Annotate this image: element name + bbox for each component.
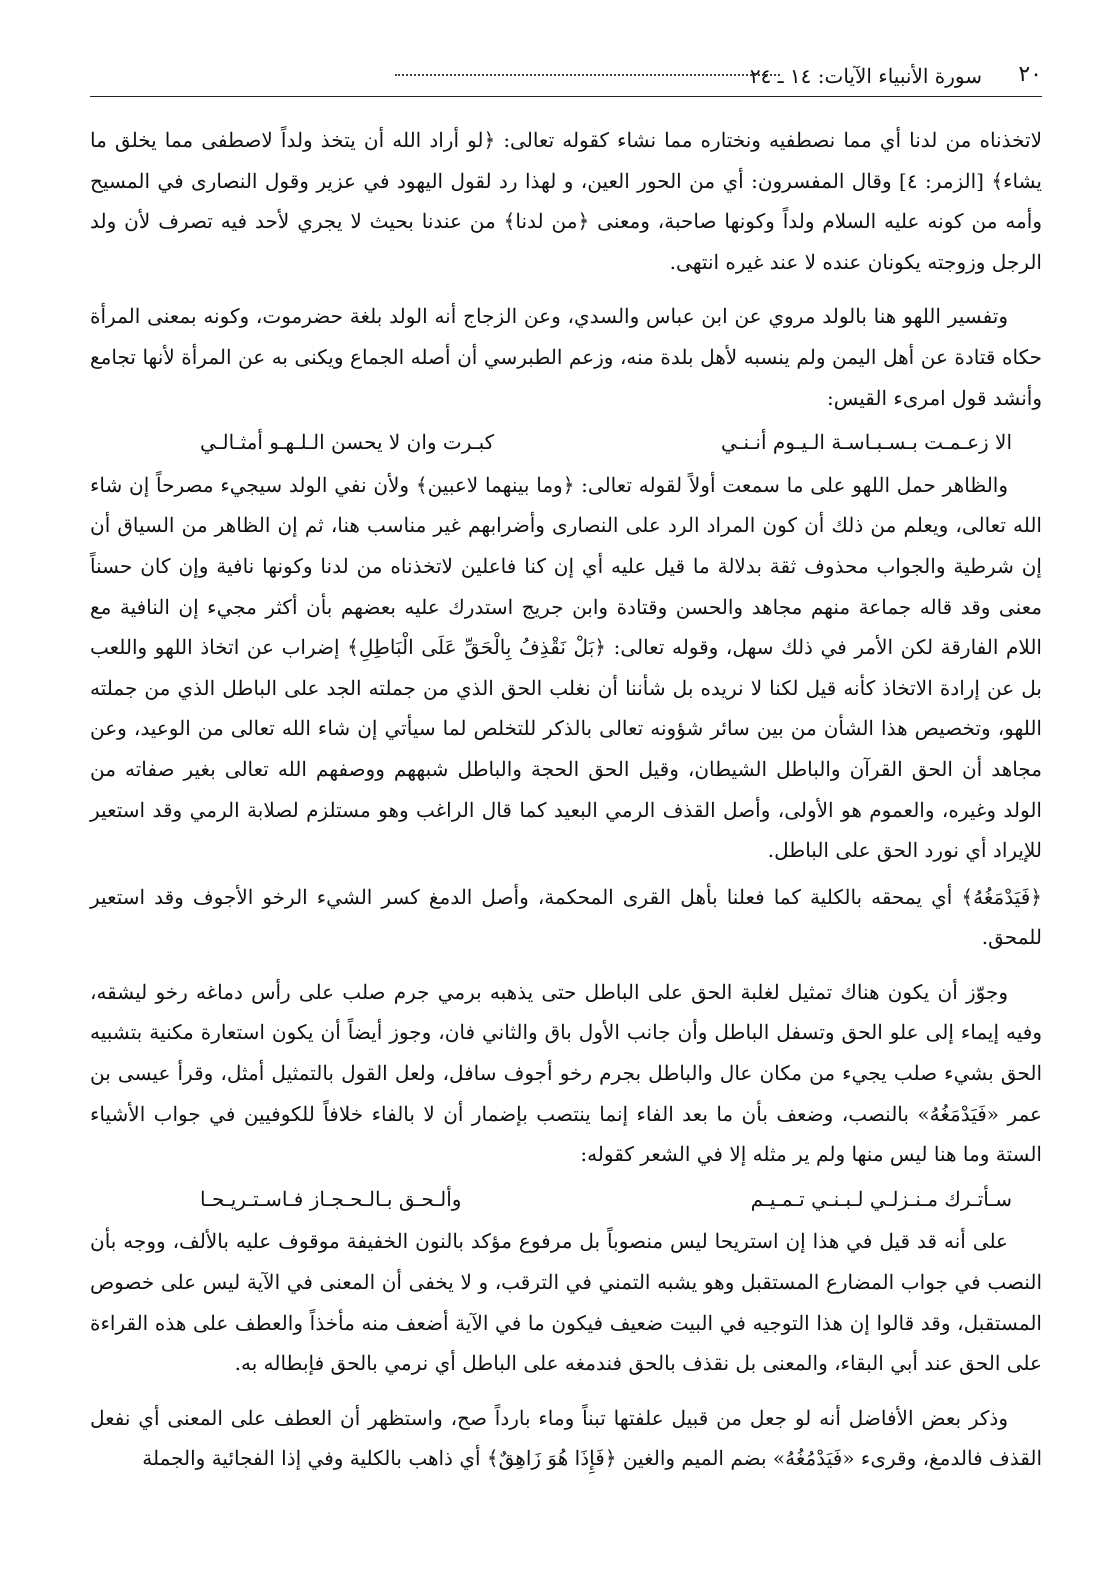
paragraph-5: وجوّز أن يكون هناك تمثيل لغلبة الحق على الباطل حتى يذهبه برمي جرم صلب على رأس دماغه رخو ليشقه، وفيه إيماء إلى علو الحق وتسفل الباطل وأن جانب الأول باق والثاني فان، وجوز أيضاً أن يكون استعارة مكنية بتشبيه الحق بشيء صلب يجيء من مكان عال والباطل بجرم رخو أجوف سافل، ولعل القول بالتمثيل أمثل، وقرأ عيسى بن عمر «فَيَدْمَغُهُ» بالنصب، وضعف بأن ما بعد الفاء إنما ينتصب بإضمار أن لا بالفاء خلافاً للكوفيين في جواب الأشياء الستة وما هنا ليس منها ولم ير مثله إلا في الشعر كقوله: xyxy=(90,979,1042,1167)
verse-2-first-hemistich: سـأتـرك مـنـزلـي لـبـنـي تـمـيـم xyxy=(750,1186,1012,1211)
verse-2-second-hemistich: وألـحـق بـالـحـجـاز فـاسـتـريـحـا xyxy=(200,1186,462,1211)
paragraph-1: لاتخذناه من لدنا أي مما نصطفيه ونختاره مما نشاء كقوله تعالى: ﴿لو أراد الله أن يتخذ ولداً لاصطفى مما يخلق ما يشاء﴾ [الزمر: ٤] وقال المفسرون: أي من الحور العين، و لهذا رد لقول اليهود في عزير وقول النصارى في المسيح وأمه من كونه عليه السلام ولداً وكونها صاحبة، ومعنى ﴿من لدنا﴾ من عندنا بحيث لا يجري لأحد فيه تصرف لأن ولد الرجل وزوجته يكونان عنده لا عند غيره انتهى. xyxy=(90,128,1042,274)
body-text xyxy=(90,120,1042,1479)
paragraph-3: والظاهر حمل اللهو على ما سمعت أولاً لقوله تعالى: ﴿وما بينهما لاعبين﴾ ولأن نفي الولد سيجيء مصرحاً إن شاء الله تعالى، ويعلم من ذلك أن كون المراد الرد على النصارى وأضرابهم غير مناسب هنا، ثم إن الظاهر من السياق أن إن شرطية والجواب محذوف ثقة بدلالة ما قيل عليه أي إن كنا فاعلين لاتخذناه من لدنا وكونها نافية وإن كان حسناً معنى وقد قاله جماعة منهم مجاهد والحسن وقتادة وابن جريج استدرك عليه بعضهم بأن أكثر مجيء إن النافية مع اللام الفارقة لكن الأمر في ذلك سهل، وقوله تعالى: ﴿بَلْ نَقْذِفُ بِالْحَقِّ عَلَى الْبَاطِلِ﴾ إضراب عن اتخاذ اللهو واللعب بل عن إرادة الاتخاذ كأنه قيل لكنا لا نريده بل شأننا أن نغلب الحق الذي من جملته الجد على الباطل الذي من جملته اللهو، وتخصيص هذا الشأن من بين سائر شؤونه تعالى بالذكر للتخلص لما سيأتي إن شاء الله تعالى من الوعيد، وعن مجاهد أن الحق القرآن والباطل الشيطان، وقيل الحق الحجة والباطل شبههم ووصفهم الله تعالى بغير صفاته من الولد وغيره، والعموم هو الأولى، وأصل القذف الرمي البعيد كما قال الراغب وهو مستلزم لصلابة الرمي وقد استعير للإيراد أي نورد الحق على الباطل. xyxy=(90,472,1042,863)
running-head: سورة الأنبياء الآيات: ١٤ ـ ٢٤ xyxy=(749,64,982,88)
paragraph-4: ﴿فَيَدْمَغُهُ﴾ أي يمحقه بالكلية كما فعلنا بأهل القرى المحكمة، وأصل الدمغ كسر الشيء الرخو الأجوف وقد استعير للمحق. xyxy=(90,884,1042,950)
verse-1-first-hemistich: الا زعـمـت بـسـبـاسـة الـيـوم أنـنـي xyxy=(720,430,1012,455)
paragraph-2: وتفسير اللهو هنا بالولد مروي عن ابن عباس والسدي، وعن الزجاج أنه الولد بلغة حضرموت، وكونه بمعنى المرأة حكاه قتادة عن أهل اليمن ولم ينسبه لأهل بلدة منه، وزعم الطبرسي أن أصله الجماع ويكنى به عن المرأة لأنها تجامع وأنشد قول امرىء القيس: xyxy=(90,304,1042,410)
page-header xyxy=(90,62,1042,97)
poetry-verse-2 xyxy=(200,1179,1012,1220)
paragraph-7: وذكر بعض الأفاضل أنه لو جعل من قبيل علفتها تبناً وماء بارداً صح، واستظهر أن العطف على المعنى أي نفعل القذف فالدمغ، وقرىء «فَيَدْمُغُهُ» بضم الميم والغين ﴿فَإِذَا هُوَ زَاهِقٌ﴾ أي ذاهب بالكلية وفي إذا الفجائية والجملة xyxy=(90,1405,1042,1471)
paragraph-6: على أنه قد قيل في هذا إن استريحا ليس منصوباً بل مرفوع مؤكد بالنون الخفيفة موقوف عليه بالألف، ووجه بأن النصب في جواب المضارع المستقبل وهو يشبه التمني في الترقب، و لا يخفى أن المعنى في الآية ليس على خصوص المستقبل، وقد قالوا إن هذا التوجيه في البيت ضعيف فيكون ما في الآية أضعف منه مأخذاً والعطف على هذه القراءة على الحق عند أبي البقاء، والمعنى بل نقذف بالحق فندمغه على الباطل أي نرمي بالحق فإبطاله به. xyxy=(90,1229,1042,1376)
page-number: ٢٠ xyxy=(1018,62,1042,87)
poetry-verse-1 xyxy=(200,422,1012,463)
dotted-leader xyxy=(395,74,780,76)
verse-1-second-hemistich: كبـرت وان لا يحسن الـلـهـو أمثـالـي xyxy=(200,430,495,455)
